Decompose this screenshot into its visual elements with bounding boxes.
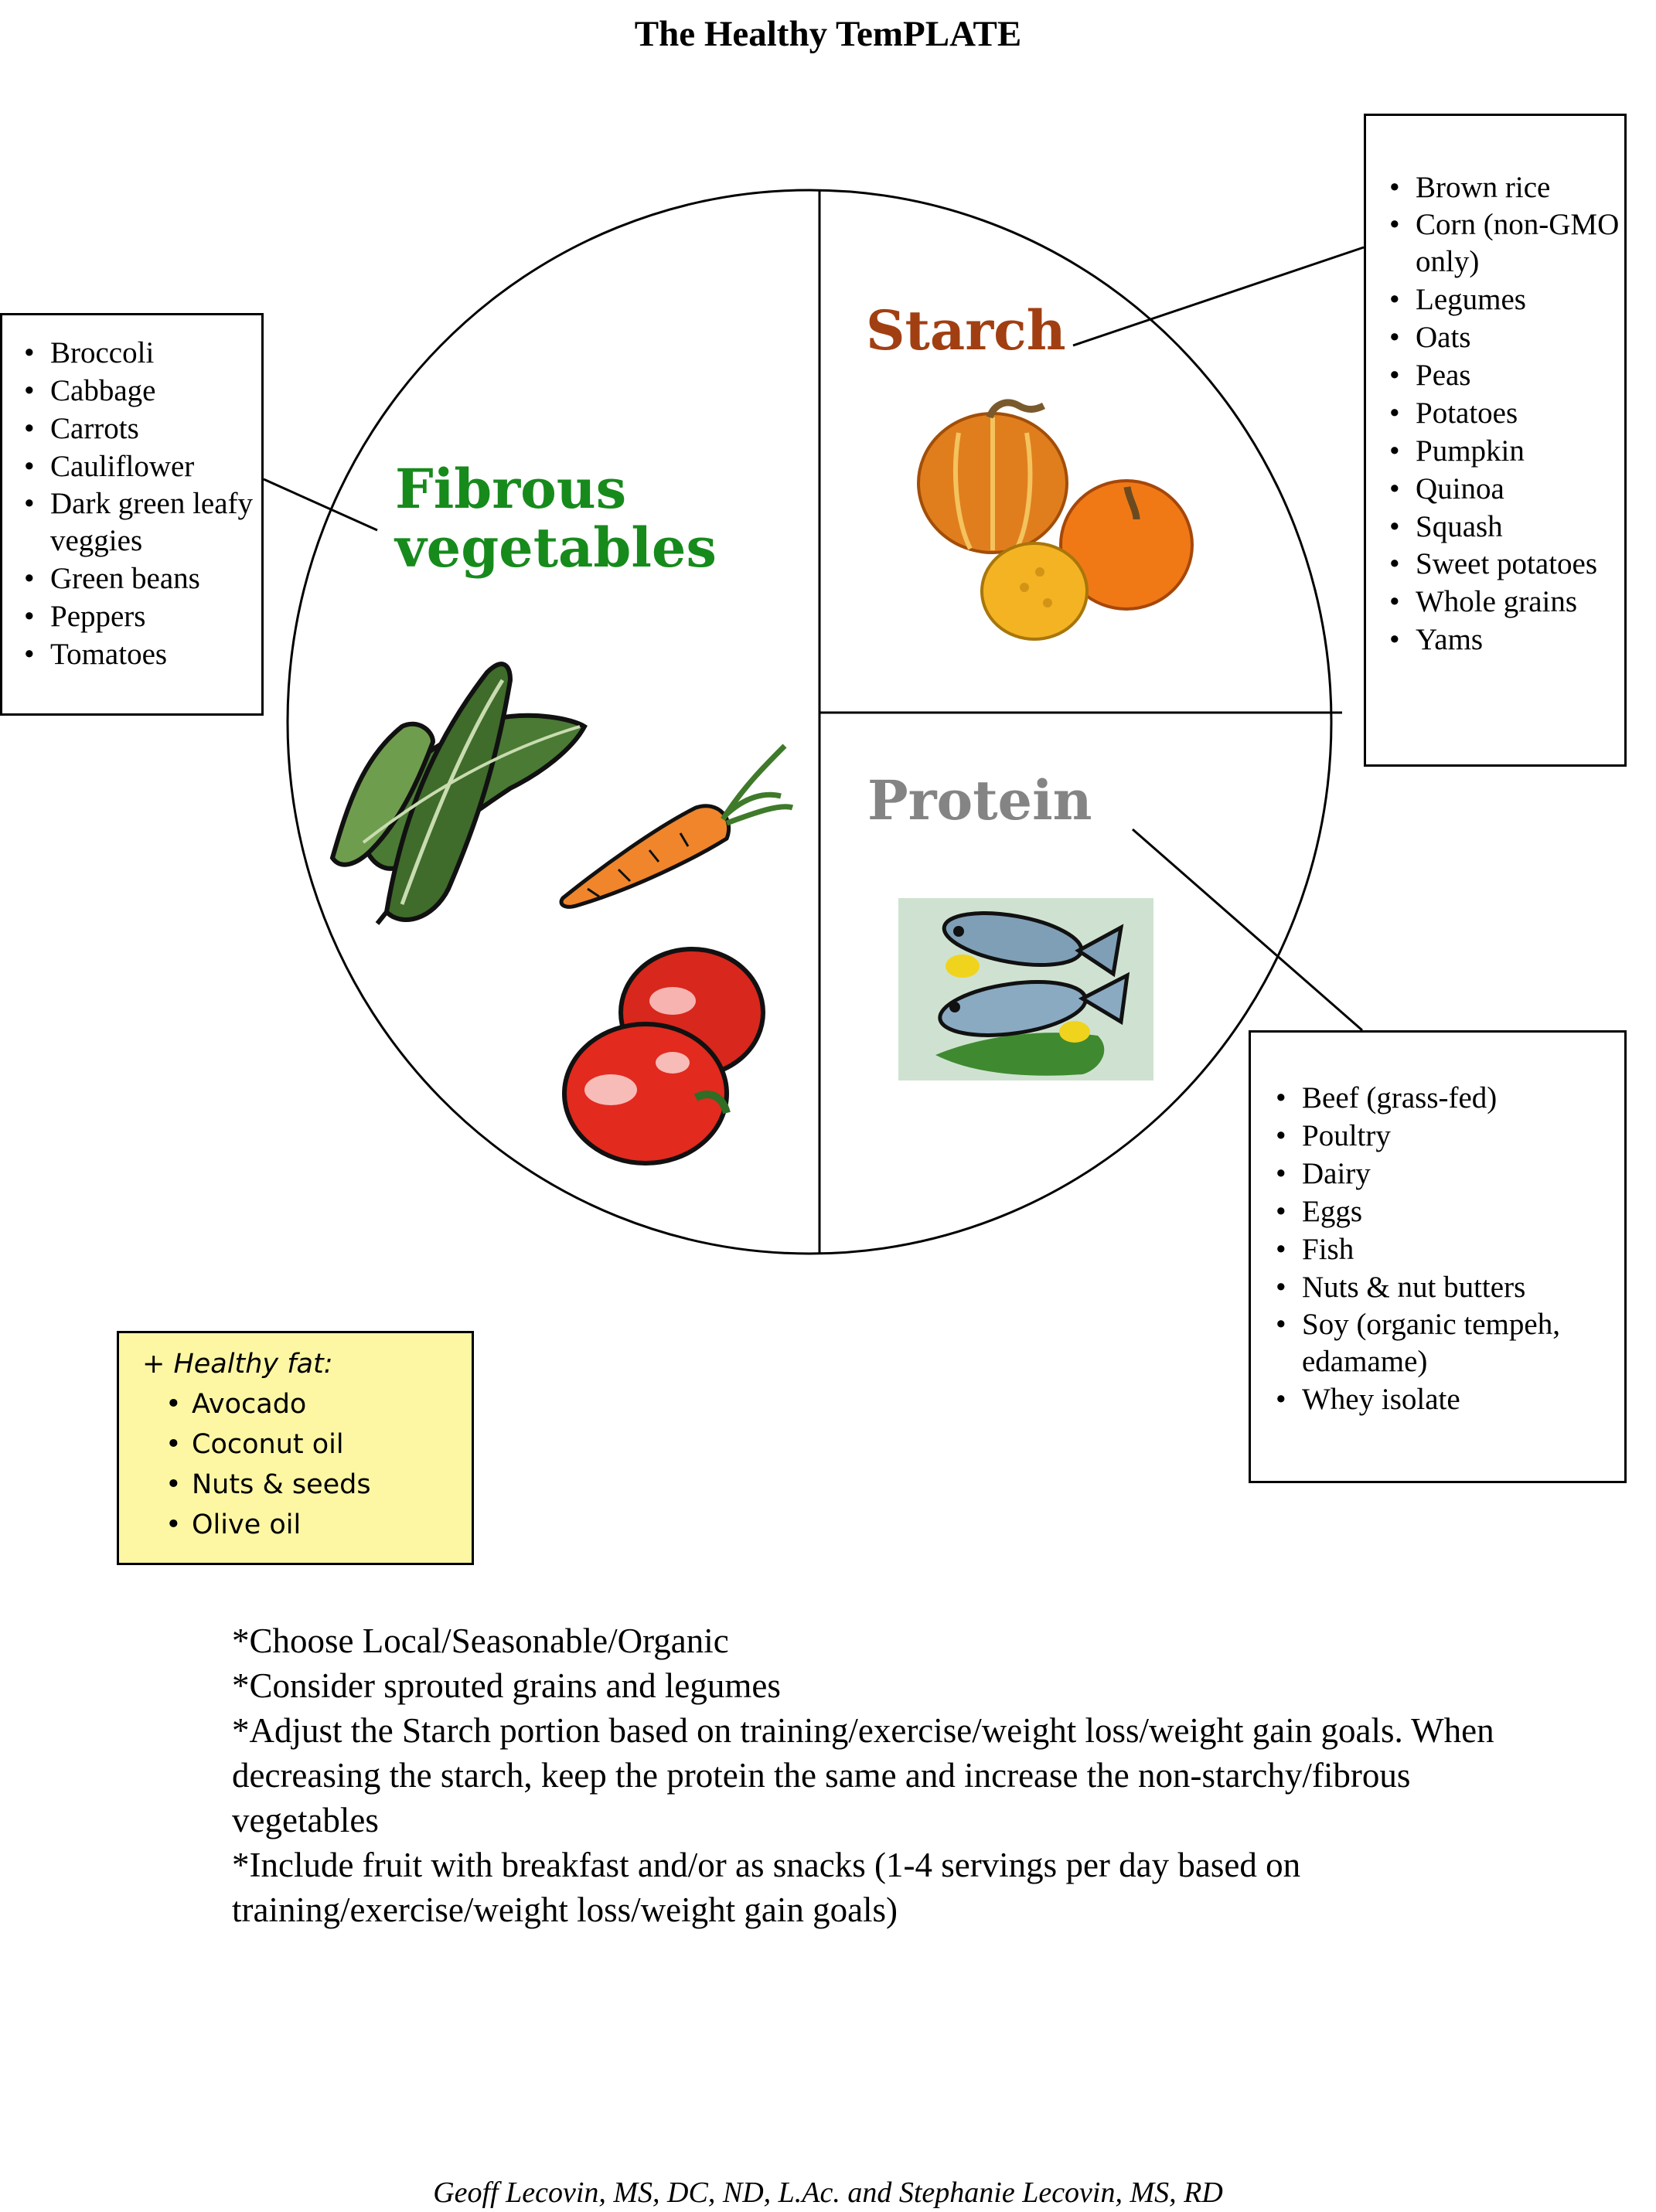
fibrous-label-line2: vegetables — [395, 516, 717, 580]
list-item: • Broccoli — [24, 334, 261, 372]
fish-icon — [898, 898, 1153, 1080]
list-item: • Poultry — [1276, 1117, 1624, 1155]
list-item: • Whey isolate — [1276, 1380, 1624, 1418]
protein-foods-box — [1249, 1030, 1627, 1483]
fibrous-label-line1: Fibrous — [395, 457, 627, 521]
list-item: • Dark green leafy veggies — [24, 485, 261, 560]
note-adjust-starch: *Adjust the Starch portion based on training/exercise/weight loss/weight gain goals. When decreasing the starch, keep the protein the same and increase the non-starchy/fibrous vegetables — [232, 1711, 1494, 1839]
note-fruit: *Include fruit with breakfast and/or as snacks (1-4 servings per day based on training/exercise/weight loss/weight gain goals) — [232, 1846, 1301, 1929]
protein-label: Protein — [867, 768, 1092, 832]
list-item: • Cabbage — [24, 372, 261, 410]
healthy-fat-heading: + Healthy fat: — [142, 1349, 333, 1380]
red-peppers-icon — [564, 949, 763, 1163]
list-item: • Cauliflower — [24, 448, 261, 485]
fibrous-vegetables-label — [395, 457, 717, 580]
list-item: • Yams — [1389, 621, 1624, 658]
note-sprouted: *Consider sprouted grains and legumes — [232, 1666, 781, 1705]
notes — [232, 1618, 1500, 1932]
list-item: • Quinoa — [1389, 470, 1624, 508]
list-item: • Coconut oil — [165, 1424, 472, 1465]
list-item: • Dairy — [1276, 1155, 1624, 1193]
list-item: • Pumpkin — [1389, 432, 1624, 470]
list-item: • Nuts & nut butters — [1276, 1268, 1624, 1306]
list-item: • Whole grains — [1389, 583, 1624, 621]
list-item: • Beef (grass-fed) — [1276, 1079, 1624, 1117]
fibrous-foods-box — [0, 313, 264, 716]
pumpkins-icon — [918, 403, 1192, 639]
list-item: • Nuts & seeds — [165, 1465, 472, 1505]
healthy-fat-list — [165, 1384, 472, 1545]
starch-foods-box — [1364, 114, 1627, 767]
list-item: • Oats — [1389, 318, 1624, 356]
starch-foods-list — [1389, 168, 1624, 658]
footer-credit: Geoff Lecovin, MS, DC, ND, L.Ac. and Stephanie Lecovin, MS, RD — [433, 2176, 1223, 2209]
list-item: • Peas — [1389, 356, 1624, 394]
list-item: • Corn (non-GMO only) — [1389, 206, 1624, 281]
fibrous-foods-list — [24, 334, 261, 673]
list-item: • Peppers — [24, 597, 261, 635]
list-item: • Soy (organic tempeh, edamame) — [1276, 1306, 1624, 1380]
list-item: • Sweet potatoes — [1389, 546, 1624, 583]
list-item: • Avocado — [165, 1384, 472, 1424]
starch-label: Starch — [866, 298, 1066, 362]
protein-foods-list — [1276, 1079, 1624, 1418]
carrot-icon — [561, 746, 792, 907]
protein-connector-line — [1133, 829, 1362, 1030]
list-item: • Tomatoes — [24, 635, 261, 673]
list-item: • Brown rice — [1389, 168, 1624, 206]
starch-connector-line — [1073, 247, 1364, 345]
note-local: *Choose Local/Seasonable/Organic — [232, 1622, 729, 1660]
healthy-fat-box — [117, 1331, 474, 1565]
list-item: • Legumes — [1389, 281, 1624, 318]
list-item: • Olive oil — [165, 1505, 472, 1545]
list-item: • Potatoes — [1389, 394, 1624, 432]
list-item: • Carrots — [24, 410, 261, 448]
page-title: The Healthy TemPLATE — [634, 14, 1022, 54]
fibrous-connector-line — [264, 479, 377, 530]
list-item: • Fish — [1276, 1230, 1624, 1268]
leafy-greens-icon — [332, 664, 584, 924]
list-item: • Green beans — [24, 560, 261, 597]
list-item: • Squash — [1389, 508, 1624, 546]
list-item: • Eggs — [1276, 1193, 1624, 1230]
plate-circle — [288, 190, 1331, 1254]
